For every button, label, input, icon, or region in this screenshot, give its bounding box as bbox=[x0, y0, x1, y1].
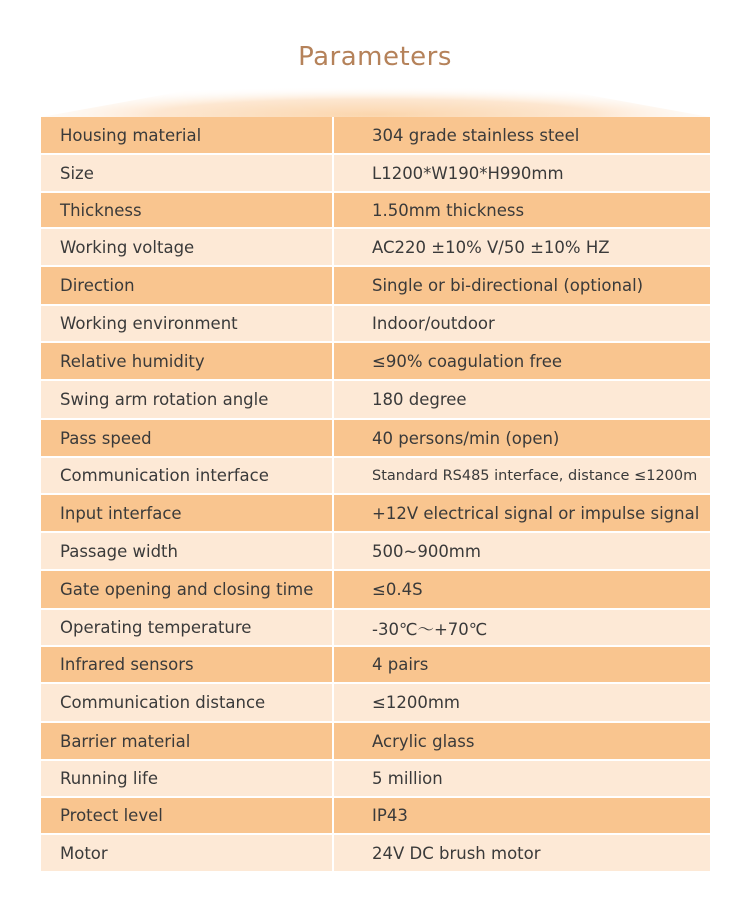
parameter-value: L1200*W190*H990mm bbox=[372, 163, 564, 183]
table-row bbox=[41, 684, 710, 723]
parameter-value: Standard RS485 interface, distance ≤1200m bbox=[372, 467, 698, 484]
parameter-name: Motor bbox=[41, 835, 334, 871]
parameter-value: 500~900mm bbox=[372, 541, 481, 561]
parameter-name: Thickness bbox=[41, 193, 334, 227]
parameter-name: Input interface bbox=[41, 495, 334, 531]
table-row bbox=[41, 193, 710, 229]
parameter-name: Running life bbox=[41, 761, 334, 796]
table-row bbox=[41, 420, 710, 458]
table-row bbox=[41, 761, 710, 798]
table-row bbox=[41, 533, 710, 571]
table-row bbox=[41, 723, 710, 761]
parameter-value: 4 pairs bbox=[372, 655, 429, 674]
parameter-value: ≤1200mm bbox=[372, 693, 460, 712]
parameter-name: Pass speed bbox=[41, 420, 334, 456]
parameter-value: 304 grade stainless steel bbox=[372, 125, 580, 145]
parameter-value: 40 persons/min (open) bbox=[372, 428, 560, 448]
parameter-value: Acrylic glass bbox=[372, 731, 475, 751]
parameter-value: -30℃～+70℃ bbox=[372, 619, 488, 639]
table-row bbox=[41, 798, 710, 835]
parameter-name: Communication distance bbox=[41, 684, 334, 721]
table-row bbox=[41, 306, 710, 343]
table-row bbox=[41, 117, 710, 155]
table-row bbox=[41, 155, 710, 193]
parameter-value: Single or bi-directional (optional) bbox=[372, 276, 644, 295]
parameter-name: Operating temperature bbox=[41, 610, 334, 645]
table-row bbox=[41, 610, 710, 647]
parameter-name: Working environment bbox=[41, 306, 334, 341]
parameter-name: Communication interface bbox=[41, 458, 334, 493]
parameter-name: Size bbox=[41, 155, 334, 191]
table-row bbox=[41, 343, 710, 381]
parameter-name: Gate opening and closing time bbox=[41, 571, 334, 608]
table-row bbox=[41, 229, 710, 267]
parameter-value: 1.50mm thickness bbox=[372, 200, 525, 220]
parameter-value: ≤90% coagulation free bbox=[372, 351, 563, 371]
parameter-name: Barrier material bbox=[41, 723, 334, 759]
page-title: Parameters bbox=[298, 42, 452, 72]
parameter-name: Working voltage bbox=[41, 229, 334, 265]
parameter-value: ≤0.4S bbox=[372, 580, 423, 599]
table-row bbox=[41, 381, 710, 420]
parameter-name: Direction bbox=[41, 267, 334, 304]
parameter-name: Passage width bbox=[41, 533, 334, 569]
parameter-name: Infrared sensors bbox=[41, 647, 334, 682]
table-row bbox=[41, 835, 710, 873]
table-row bbox=[41, 571, 710, 610]
parameter-name: Housing material bbox=[41, 117, 334, 153]
parameter-value: IP43 bbox=[372, 806, 408, 825]
parameter-value: 24V DC brush motor bbox=[372, 843, 541, 863]
parameter-value: 180 degree bbox=[372, 390, 467, 409]
parameter-value: 5 million bbox=[372, 769, 443, 788]
parameters-table bbox=[41, 117, 710, 873]
table-row bbox=[41, 495, 710, 533]
parameter-name: Protect level bbox=[41, 798, 334, 833]
table-row bbox=[41, 458, 710, 495]
table-row bbox=[41, 267, 710, 306]
parameter-value: +12V electrical signal or impulse signal bbox=[372, 503, 700, 523]
parameter-value: AC220 ±10% V/50 ±10% HZ bbox=[372, 237, 610, 257]
table-row bbox=[41, 647, 710, 684]
parameter-value: Indoor/outdoor bbox=[372, 314, 495, 333]
parameter-name: Relative humidity bbox=[41, 343, 334, 379]
parameter-name: Swing arm rotation angle bbox=[41, 381, 334, 418]
